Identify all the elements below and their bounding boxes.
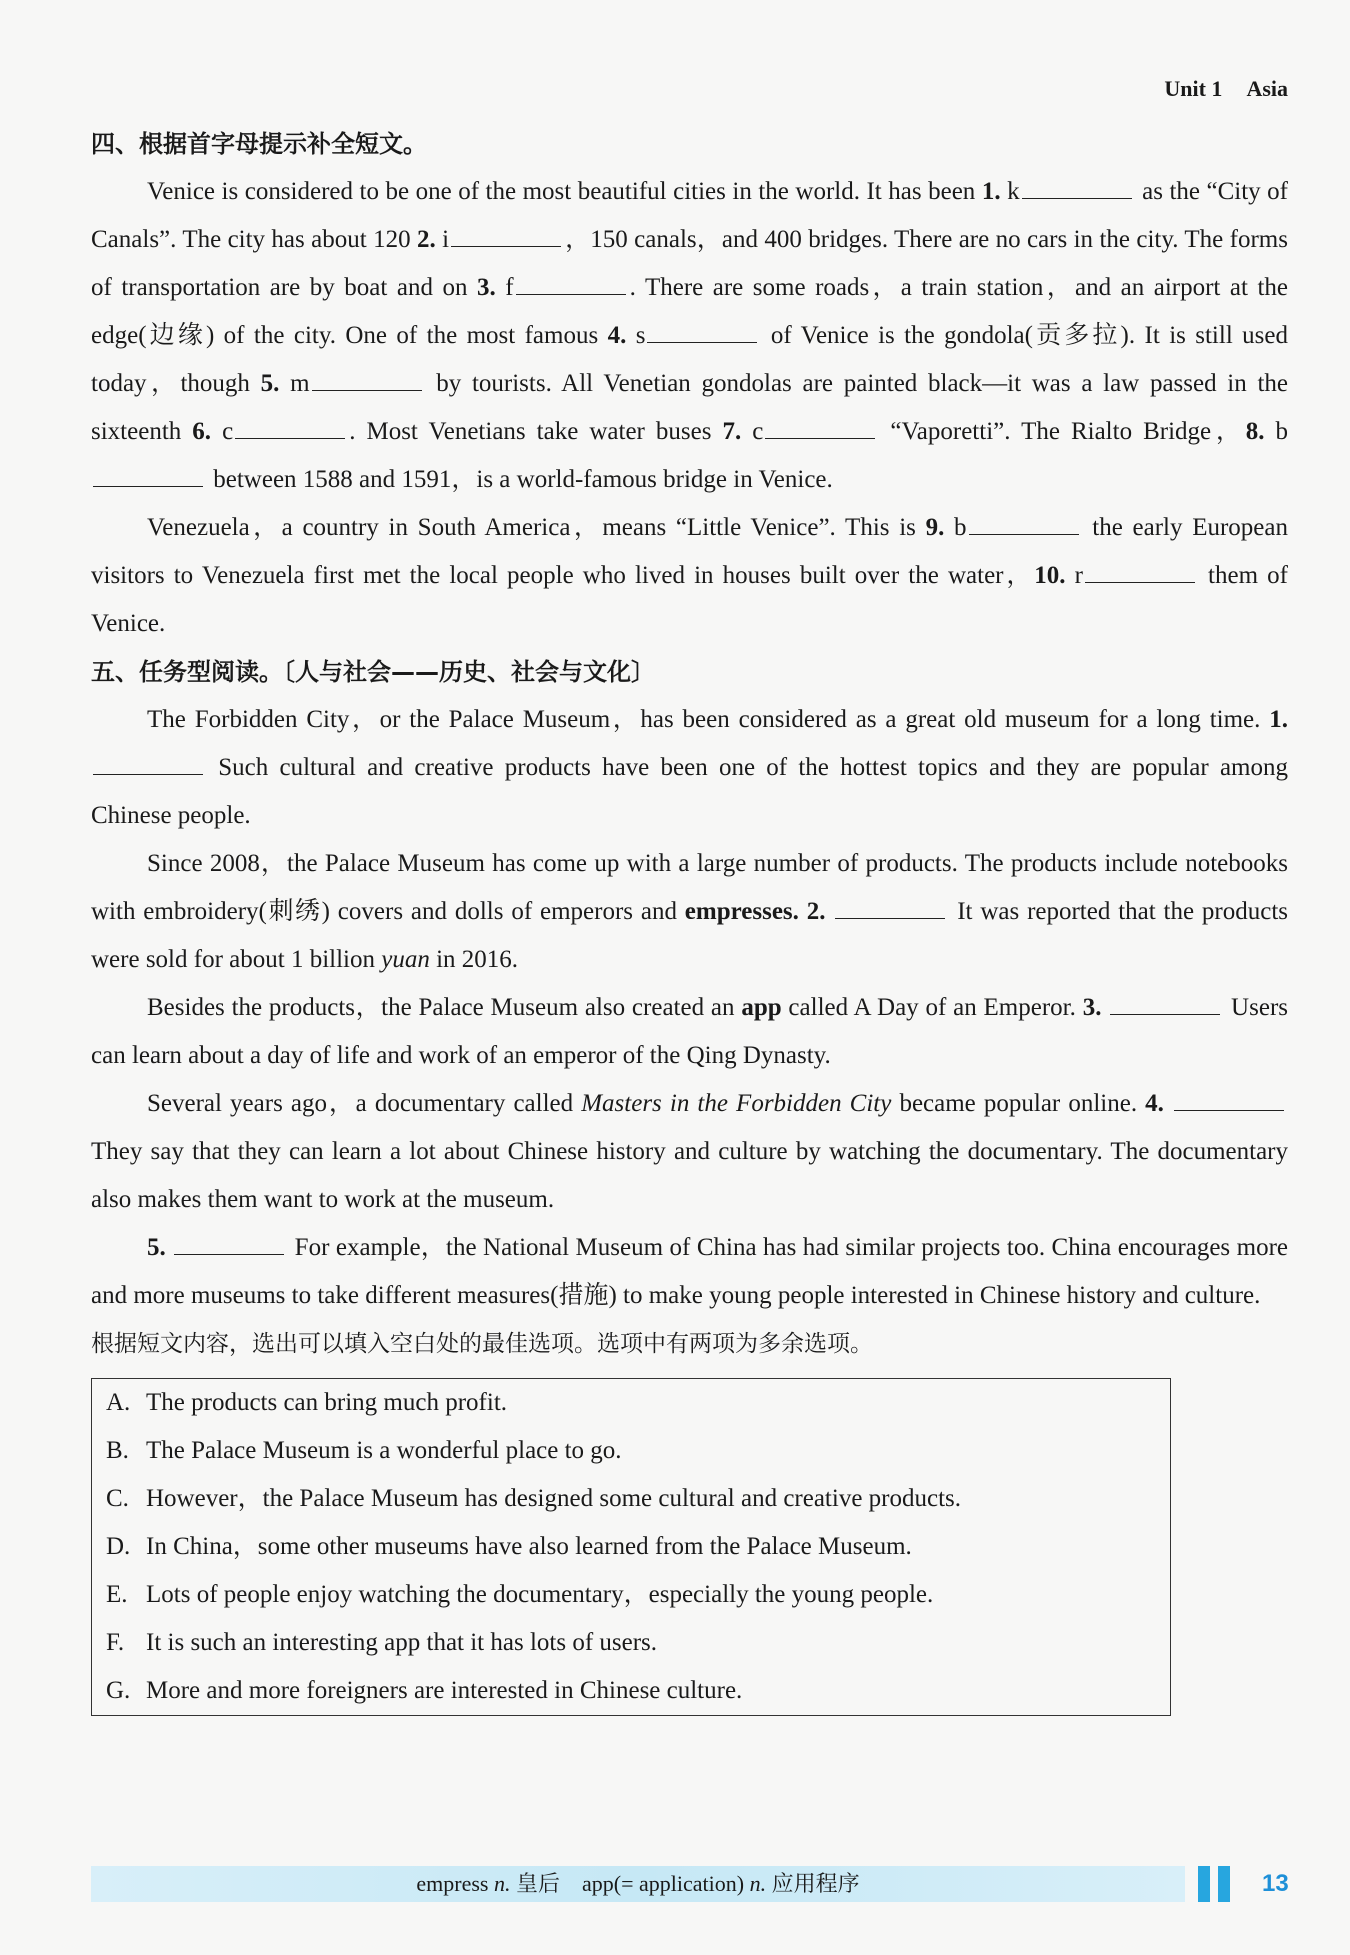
- blank-number: 9.: [925, 514, 945, 541]
- section-5-paragraph-4: Several years ago，a documentary called Masters in the Forbidden City became popular online. 4. They say that they can learn a lot about Chinese history and culture by watching the documentary. The documentary also makes them want to work at the museum.: [91, 1090, 1288, 1213]
- blank-number: 3.: [477, 274, 496, 301]
- section-5-paragraph-3: Besides the products，the Palace Museum also created an app called A Day of an Emperor. 3. Users can learn about a day of life and work of an emperor of the Qing Dynasty.: [91, 994, 1288, 1069]
- option-a: A. The products can bring much profit.: [106, 1389, 508, 1416]
- blank-number: 7.: [722, 418, 742, 445]
- decoration-bar: [1218, 1866, 1230, 1902]
- section-5-paragraph-2: Since 2008，the Palace Museum has come up with a large number of products. The products include notebooks with embroidery(刺绣) covers and dolls of emperors and empresses. 2. It was reported that the products were sold for about 1 billion yuan in 2016.: [91, 850, 1289, 973]
- blank-number: 2.: [416, 226, 436, 253]
- blank-number: 4.: [607, 322, 627, 349]
- section-5-paragraph-1: The Forbidden City，or the Palace Museum，has been considered as a great old museum for a long time. 1. Such cultural and creative products have been one of the hottest topics and they are popular among Chinese people.: [91, 706, 1288, 829]
- blank-number: 8.: [1245, 418, 1265, 445]
- decoration-bar: [1198, 1866, 1210, 1902]
- blank-number: 3.: [1082, 994, 1102, 1021]
- option-g: G. More and more foreigners are interested in Chinese culture.: [106, 1677, 743, 1704]
- blank-number: 5.: [260, 370, 280, 397]
- option-e: E. Lots of people enjoy watching the documentary，especially the young people.: [106, 1581, 934, 1608]
- fill-blank[interactable]: [835, 896, 945, 919]
- page-content: [91, 120, 1288, 1716]
- italic-title: Masters in the Forbidden City: [581, 1090, 892, 1117]
- fill-blank[interactable]: [312, 368, 422, 391]
- option-b: B. The Palace Museum is a wonderful place to go.: [106, 1437, 622, 1464]
- blank-number: 4.: [1145, 1090, 1164, 1117]
- fill-blank[interactable]: [765, 416, 875, 439]
- options-box: [91, 1378, 1171, 1716]
- option-d: D. In China，some other museums have also learned from the Palace Museum.: [106, 1533, 912, 1560]
- fill-blank[interactable]: [969, 512, 1079, 535]
- blank-number: 1.: [1269, 706, 1288, 733]
- option-f: F. It is such an interesting app that it has lots of users.: [106, 1629, 658, 1656]
- fill-blank[interactable]: [516, 272, 626, 295]
- section-5-paragraph-5: 5. For example，the National Museum of China has had similar projects too. China encourages more and more museums to take different measures(措施) to make young people interested in Chinese history and culture.: [91, 1234, 1288, 1309]
- footer-glossary: empress n. 皇后 app(= application) n. 应用程序: [416, 1871, 860, 1896]
- fill-blank[interactable]: [1110, 992, 1220, 1015]
- unit-topic: Asia: [1246, 76, 1288, 101]
- blank-number: 2.: [806, 898, 826, 925]
- page-decoration-bars: [1198, 1866, 1240, 1902]
- blank-number: 10.: [1034, 562, 1066, 589]
- fill-blank[interactable]: [1022, 176, 1132, 199]
- blank-number: 1.: [981, 178, 1001, 205]
- italic-term: yuan: [381, 946, 430, 973]
- fill-blank[interactable]: [1085, 560, 1195, 583]
- fill-blank[interactable]: [451, 224, 561, 247]
- option-c: C. However，the Palace Museum has designed some cultural and creative products.: [106, 1485, 962, 1512]
- blank-number: 5.: [147, 1234, 166, 1261]
- section-4-title: 四、根据首字母提示补全短文。: [91, 130, 427, 158]
- running-head: [1164, 76, 1288, 102]
- section-4-paragraph-1: Venice is considered to be one of the most beautiful cities in the world. It has been 1. k as the “City of Canals”. The city has about 120 2. i ，150 canals，and 400 bridges. There are no cars in the city. The forms of transportation are by boat and on 3. f . There are some roads，a train station，and an airport at the edge(边缘) of the city. One of the most famous 4. s of Venice is the gondola(贡多拉). It is still used today，though 5. m by tourists. All Venetian gondolas are painted black—it was a law passed in the sixteenth 6. c . Most Venetians take water buses 7. c “Vaporetti”. The Rialto Bridge，8. b between 1588 and 1591，is a world-famous bridge in Venice.: [91, 178, 1289, 493]
- unit-label: Unit 1: [1164, 76, 1223, 101]
- fill-blank[interactable]: [235, 416, 345, 439]
- section-4-paragraph-2: Venezuela，a country in South America，means “Little Venice”. This is 9. b the early European visitors to Venezuela first met the local people who lived in houses built over the water，10. r them of Venice.: [91, 514, 1288, 637]
- fill-blank[interactable]: [174, 1232, 284, 1255]
- fill-blank[interactable]: [93, 752, 203, 775]
- page-number: 13: [1262, 1870, 1289, 1897]
- fill-blank[interactable]: [1174, 1088, 1284, 1111]
- bold-term: empresses.: [684, 898, 799, 925]
- bold-term: app: [741, 994, 782, 1021]
- task-instruction: 根据短文内容，选出可以填入空白处的最佳选项。选项中有两项为多余选项。: [91, 1331, 873, 1357]
- footer-glossary-bar: [91, 1866, 1185, 1902]
- blank-number: 6.: [192, 418, 212, 445]
- fill-blank[interactable]: [647, 320, 757, 343]
- section-5-title: 五、任务型阅读。〔人与社会——历史、社会与文化〕: [91, 658, 655, 686]
- fill-blank[interactable]: [93, 464, 203, 487]
